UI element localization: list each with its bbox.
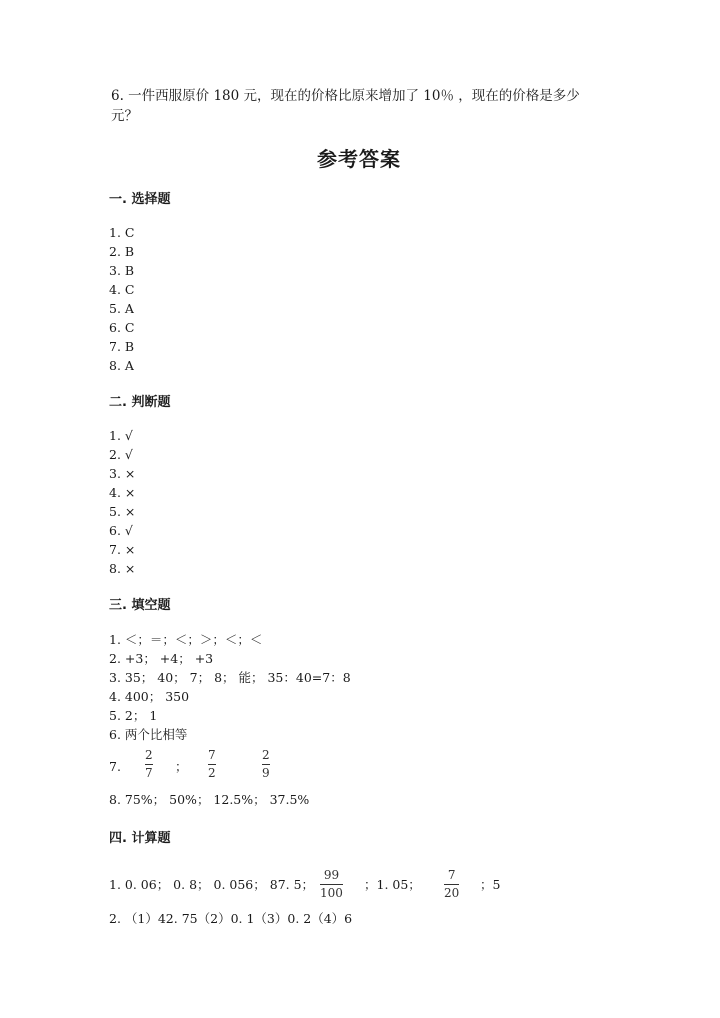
list-item: 8. A (109, 358, 134, 373)
fraction-numerator: 2 (145, 748, 153, 762)
fill-item-7-separator: ； (175, 759, 188, 774)
list-item: 2. √ (109, 447, 133, 462)
section-calc-heading: 四. 计算题 (109, 831, 171, 846)
fraction (444, 869, 459, 900)
calc-item-1-middle: ；1. 05； (364, 877, 421, 892)
list-item: 5. A (109, 301, 134, 316)
fraction (320, 869, 343, 900)
question-6-line1: 6. 一件西服原价 180 元，现在的价格比原来增加了 10％ ，现在的价格是多少 (111, 88, 580, 104)
fill-item-7-label: 7. (109, 759, 121, 774)
list-item: 7. × (109, 542, 136, 557)
list-item: 2. B (109, 244, 135, 259)
list-item: 6. 两个比相等 (109, 727, 188, 742)
fraction-bar (444, 884, 459, 885)
section-fill-list (109, 630, 351, 744)
list-item: 6. C (109, 320, 135, 335)
calc-item-2: 2. （1）42. 75（2）0. 1（3）0. 2（4）6 (109, 911, 353, 926)
list-item: 4. 400； 350 (109, 689, 190, 704)
section-fill-heading: 三. 填空题 (109, 598, 171, 613)
fraction-bar (145, 764, 153, 765)
fraction-bar (320, 884, 343, 885)
fraction-numerator: 7 (447, 868, 456, 882)
list-item: 2. +3； +4； +3 (109, 651, 214, 666)
calc-item-1-prefix: 1. 0. 06； 0. 8； 0. 056； 87. 5； (109, 877, 315, 892)
fraction (145, 749, 153, 780)
list-item: 4. × (109, 485, 136, 500)
list-item: 5. × (109, 504, 136, 519)
answer-title: 参考答案 (317, 147, 401, 171)
fill-item-8: 8. 75%； 50%； 12.5%； 37.5% (109, 792, 310, 807)
fraction-denominator: 2 (208, 766, 216, 780)
question-6-line2: 元？ (111, 108, 138, 124)
fraction-denominator: 9 (262, 766, 270, 780)
list-item: 1. ＜；＝；＜；＞；＜；＜ (109, 632, 263, 647)
fraction-bar (262, 764, 270, 765)
fraction-denominator: 20 (444, 886, 460, 900)
section-judge-list (109, 426, 135, 578)
calc-item-1-suffix: ；5 (480, 877, 501, 892)
list-item: 7. B (109, 339, 135, 354)
list-item: 1. C (109, 225, 135, 240)
fraction-numerator: 7 (208, 748, 216, 762)
section-choice-list (109, 223, 134, 375)
list-item: 3. B (109, 263, 135, 278)
list-item: 4. C (109, 282, 135, 297)
list-item: 3. 35； 40； 7； 8； 能； 35：40=7：8 (109, 670, 351, 685)
fraction-bar (208, 764, 216, 765)
list-item: 6. √ (109, 523, 133, 538)
section-judge-heading: 二. 判断题 (109, 395, 171, 410)
list-item: 1. √ (109, 428, 133, 443)
fraction (262, 749, 270, 780)
list-item: 8. × (109, 561, 136, 576)
fraction-numerator: 99 (323, 868, 340, 882)
section-choice-heading: 一. 选择题 (109, 192, 171, 207)
list-item: 5. 2； 1 (109, 708, 158, 723)
fraction-denominator: 7 (145, 766, 153, 780)
fraction (208, 749, 216, 780)
list-item: 3. × (109, 466, 136, 481)
fraction-denominator: 100 (320, 886, 343, 900)
fraction-numerator: 2 (262, 748, 270, 762)
